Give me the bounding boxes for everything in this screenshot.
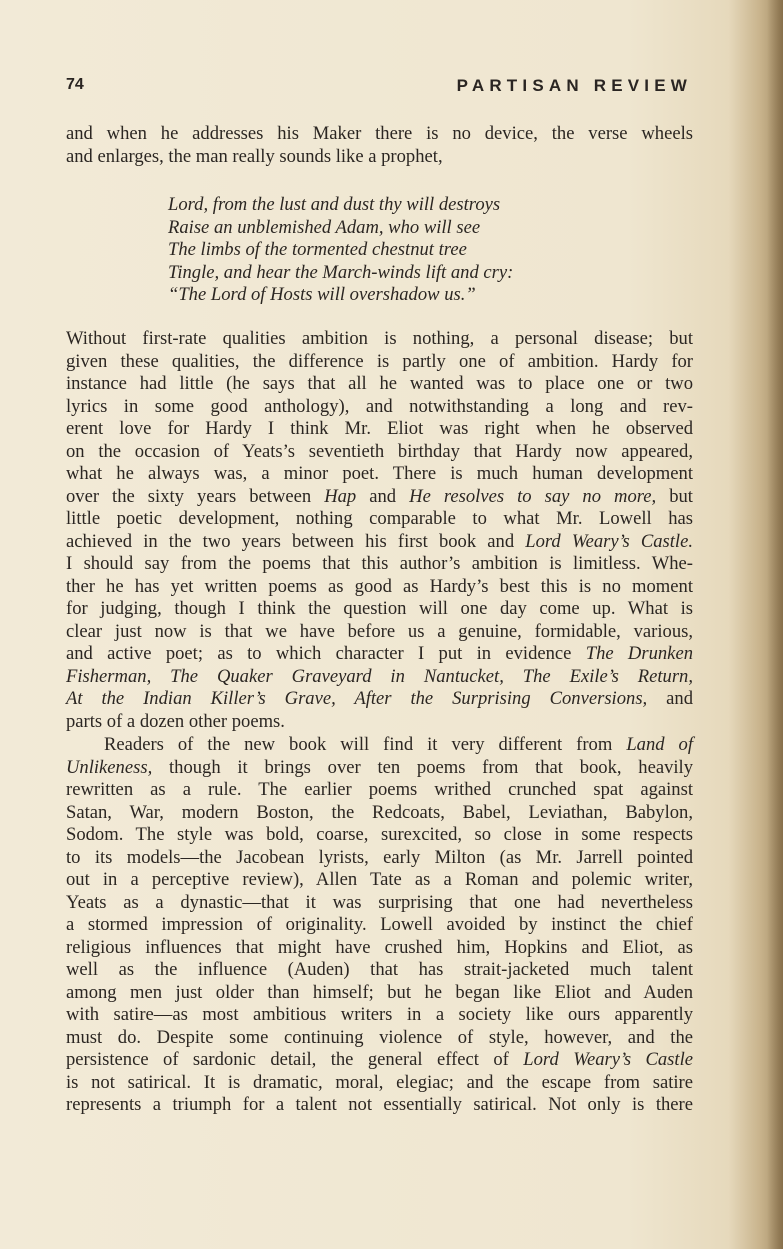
text-line	[66, 531, 693, 554]
text-line	[66, 486, 693, 509]
text-line: lyrics in some good anthology), and notwithstanding a long and rev-	[66, 395, 693, 417]
text-run: but	[656, 485, 693, 507]
page-header	[66, 76, 692, 100]
poem-titles: Fisherman, The Quaker Graveyard in Nantucket, The Exile’s Return,	[66, 665, 693, 687]
text-run: and	[356, 485, 410, 507]
text-line: for judging, though I think the question will one day come up. What is	[66, 598, 693, 619]
text-line: and when he addresses his Maker there is no device, the verse wheels	[66, 123, 693, 144]
text-run: and active poet; as to which character I put in evidence	[66, 643, 586, 664]
paragraph-intro	[66, 123, 693, 168]
text-line	[66, 734, 693, 757]
text-run: though it brings over ten poems from that book, heavily	[152, 756, 693, 778]
text-line	[66, 688, 693, 711]
text-line: Yeats as a dynastic—that it was surprising that one had nevertheless	[66, 891, 693, 913]
text-line: Satan, War, modern Boston, the Redcoats, Babel, Leviathan, Babylon,	[66, 801, 693, 823]
page-number: 74	[66, 76, 84, 93]
page-spine-shadow	[767, 0, 783, 1249]
verse-line: Tingle, and hear the March-winds lift and cry:	[168, 261, 514, 283]
text-line: a stormed impression of originality. Lowell avoided by instinct the chief	[66, 914, 693, 935]
title-drunken-fisherman: The Drunken	[585, 643, 693, 664]
text-run: achieved in the two years between his first book and	[66, 530, 526, 552]
text-line	[66, 757, 693, 780]
text-line: rewritten as a rule. The earlier poems writhed crunched spat against	[66, 779, 693, 800]
text-run: Readers of the new book will find it very different from	[104, 734, 627, 755]
title-land-of-unlikeness: Land of	[626, 734, 694, 755]
text-line	[66, 1049, 693, 1072]
title-land-of-unlikeness: Unlikeness,	[66, 756, 153, 778]
text-run: and	[647, 688, 693, 709]
text-line: instance had little (he says that all he wanted was to place one or two	[66, 373, 693, 394]
text-line: is not satirical. It is dramatic, moral, elegiac; and the escape from satire	[66, 1071, 693, 1093]
text-line: I should say from the poems that this author’s ambition is limitless. Whe-	[66, 553, 693, 574]
text-line	[66, 643, 693, 666]
text-line: among men just older than himself; but he began like Eliot and Auden	[66, 981, 693, 1003]
text-line: religious influences that might have crushed him, Hopkins and Eliot, as	[66, 936, 693, 958]
poem-titles: At the Indian Killer’s Grave, After the Surprising Conversions,	[66, 688, 648, 709]
text-line: given these qualities, the difference is partly one of ambition. Hardy for	[66, 350, 693, 372]
text-line: with satire—as most ambitious writers in a society like ours apparently	[66, 1004, 693, 1025]
title-lord-wearys-castle: Lord Weary’s Castle	[523, 1049, 693, 1070]
title-he-resolves: He resolves to say no more,	[409, 485, 657, 507]
text-line: ther he has yet written poems as good as Hardy’s best this is no moment	[66, 575, 693, 597]
verse-quotation	[168, 194, 513, 307]
paragraph-ambition	[66, 328, 693, 733]
text-line: erent love for Hardy I think Mr. Eliot was right when he observed	[66, 418, 693, 439]
verse-line: Lord, from the lust and dust thy will destroys	[168, 194, 501, 215]
text-line: Without first-rate qualities ambition is nothing, a personal disease; but	[66, 328, 693, 349]
verse-line: “The Lord of Hosts will overshadow us.”	[168, 284, 476, 305]
title-lord-wearys-castle: Lord Weary’s Castle.	[525, 530, 693, 552]
text-line: must do. Despite some continuing violence of style, however, and the	[66, 1026, 693, 1048]
text-line: little poetic development, nothing comparable to what Mr. Lowell has	[66, 508, 693, 529]
verse-line: Raise an unblemished Adam, who will see	[168, 216, 481, 238]
text-line: and enlarges, the man really sounds like a prophet,	[66, 145, 443, 167]
title-hap: Hap	[324, 485, 357, 507]
text-line: well as the influence (Auden) that has strait-jacketed much talent	[66, 959, 693, 980]
text-line: represents a triumph for a talent not essentially satirical. Not only is there	[66, 1094, 693, 1115]
text-line: what he always was, a minor poet. There is much human development	[66, 463, 693, 484]
text-line: on the occasion of Yeats’s seventieth birthday that Hardy now appeared,	[66, 440, 693, 462]
text-line: Sodom. The style was bold, coarse, surexcited, so close in some respects	[66, 824, 693, 845]
paragraph-readers	[66, 734, 693, 1117]
text-run: over the sixty years between	[66, 485, 325, 507]
text-line: out in a perceptive review), Allen Tate as a Roman and polemic writer,	[66, 869, 693, 890]
running-head: PARTISAN REVIEW	[456, 76, 692, 95]
text-line	[66, 666, 693, 689]
text-run: persistence of sardonic detail, the general effect of	[66, 1049, 524, 1070]
text-line: to its models—the Jacobean lyrists, early Milton (as Mr. Jarrell pointed	[66, 846, 693, 868]
verse-line: The limbs of the tormented chestnut tree	[168, 239, 467, 260]
text-line: parts of a dozen other poems.	[66, 710, 285, 732]
text-line: clear just now is that we have before us a genuine, formidable, various,	[66, 620, 693, 642]
